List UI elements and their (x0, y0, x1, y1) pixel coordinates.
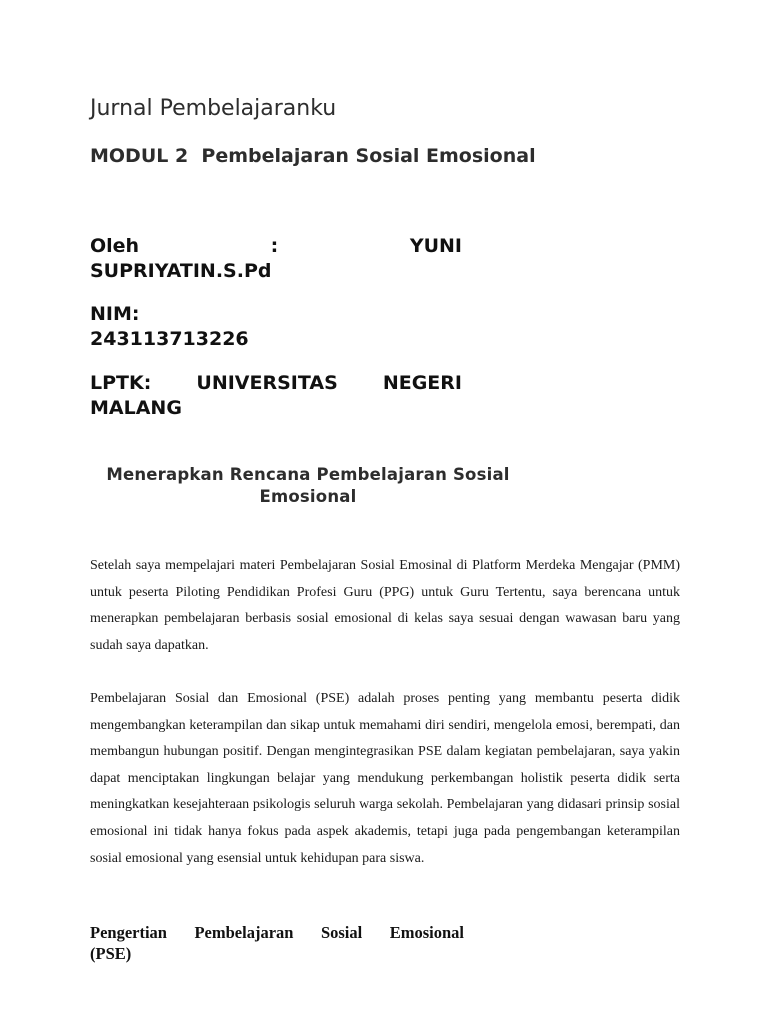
section-heading-line2: Emosional (259, 487, 357, 506)
section-heading-line1: Menerapkan Rencana Pembelajaran Sosial (106, 465, 510, 484)
sub-heading-pse (90, 922, 464, 964)
author-name-rest: SUPRIYATIN.S.Pd (90, 260, 272, 282)
journal-title: Jurnal Pembelajaranku (90, 96, 337, 121)
lptk-label: LPTK: (90, 372, 152, 394)
sub-heading-word-2: Pembelajaran (194, 923, 294, 942)
section-heading (90, 464, 526, 508)
sub-heading-rest: (PSE) (90, 944, 132, 963)
sub-heading-word-3: Sosial (320, 923, 363, 942)
nim-value: 243113713226 (90, 328, 249, 350)
author-label: Oleh (90, 235, 140, 257)
author-name-first: YUNI (409, 235, 462, 257)
lptk-word-universitas: UNIVERSITAS (196, 372, 338, 394)
author-separator: : (270, 235, 279, 257)
nim-label: NIM: (90, 303, 140, 325)
lptk-block (90, 371, 462, 421)
nim-block (90, 302, 462, 352)
module-subtitle: MODUL 2 Pembelajaran Sosial Emosional (90, 145, 536, 167)
paragraph-pse: Pembelajaran Sosial dan Emosional (PSE) adalah proses penting yang membantu peserta didik mengembangkan keterampilan dan sikap untuk memahami diri sendiri, mengelola emosi, berempati, dan membangun hubungan positif. Dengan mengintegrasikan PSE dalam kegiatan pembelajaran, saya yakin dapat menciptakan lingkungan belajar yang mendukung perkembangan holistik peserta didik serta meningkatkan kesejahteraan psikologis seluruh warga sekolah. Pembelajaran yang didasari prinsip sosial emosional ini tidak hanya fokus pada aspek akademis, tetapi juga pada pengembangan keterampilan sosial emosional yang esensial untuk kehidupan para siswa. (90, 691, 680, 866)
paragraph-intro: Setelah saya mempelajari materi Pembelajaran Sosial Emosinal di Platform Merdeka Mengajar (PMM) untuk peserta Piloting Pendidikan Profesi Guru (PPG) untuk Guru Tertentu, saya berencana untuk menerapkan pembelajaran berbasis sosial emosional di kelas saya sesuai dengan wawasan baru yang sudah saya dapatkan. (90, 558, 680, 653)
lptk-word-negeri: NEGERI (382, 372, 462, 394)
lptk-city: MALANG (90, 397, 182, 419)
sub-heading-word-1: Pengertian (90, 923, 167, 942)
author-block (90, 234, 462, 284)
sub-heading-word-4: Emosional (389, 923, 464, 942)
